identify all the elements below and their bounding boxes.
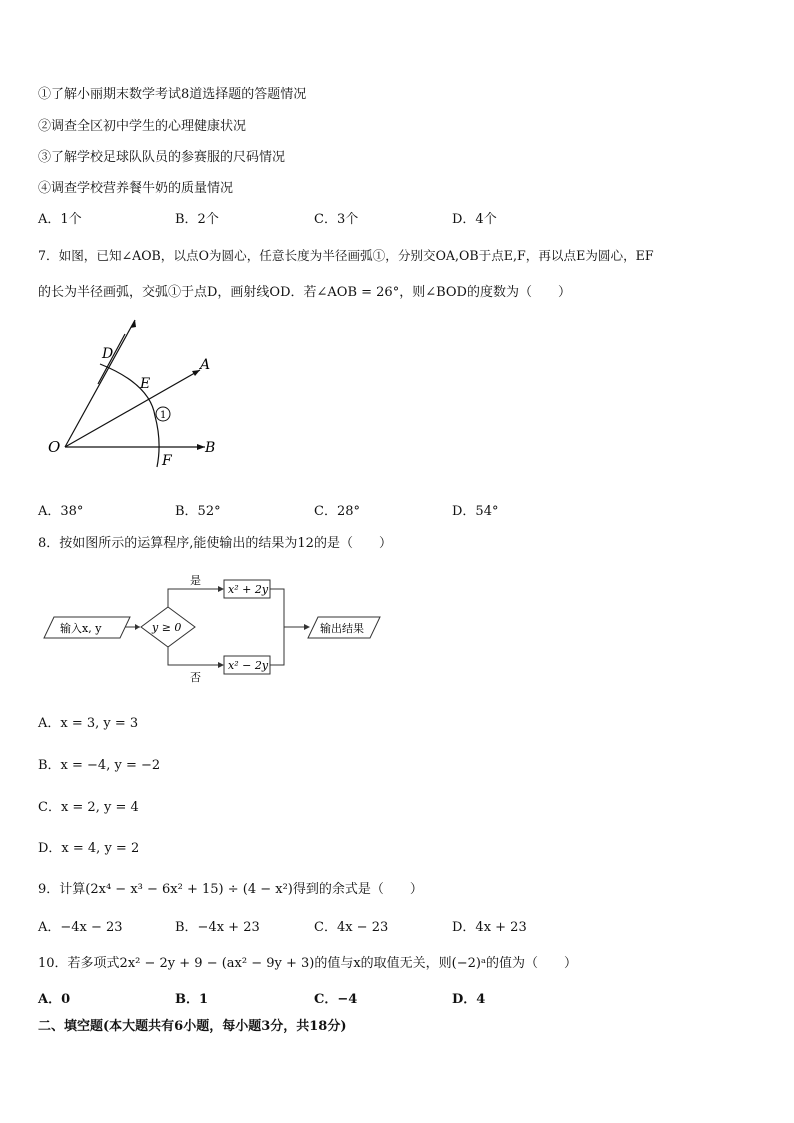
label-o: O: [48, 438, 61, 456]
q7-text-line1: 7．如图，已知∠AOB，以点O为圆心，任意长度为半径画弧①，分别交OA,OB于点E,F，再以点E为圆心，EF: [38, 248, 654, 263]
flow-no-line: [168, 647, 222, 665]
q10-option-a: A．0: [38, 992, 71, 1007]
flow-bottom-expr: x² − 2y: [228, 659, 269, 672]
q9-text: 9．计算(2x⁴ − x³ − 6x² + 15) ÷ (4 − x²)得到的余式是（ ）: [38, 882, 423, 897]
q6-item-4: ④调查学校营养餐牛奶的质量情况: [38, 181, 234, 196]
flow-decision-text: y ≥ 0: [152, 621, 182, 634]
flow-yes-label: 是: [190, 574, 201, 587]
q6-item-3: ③了解学校足球队队员的参赛服的尺码情况: [38, 150, 286, 165]
ray-oa-arrow: [192, 370, 200, 376]
q7-option-c: C．28°: [314, 504, 360, 519]
label-d: D: [102, 346, 114, 362]
q10-text: 10．若多项式2x² − 2y + 9 − (ax² − 9y + 3)的值与x的取值无关，则(−2)ᵃ的值为（ ）: [38, 956, 578, 971]
q6-item-2: ②调查全区初中学生的心理健康状况: [38, 119, 247, 134]
flow-no-label: 否: [190, 671, 201, 684]
flow-arrow-1-head: [135, 624, 140, 630]
q7-option-b: B．52°: [175, 504, 221, 519]
q8-option-d: D．x = 4, y = 2: [38, 841, 140, 856]
label-b: B: [205, 440, 216, 456]
q6-option-d: D．4个: [452, 212, 497, 227]
flow-out-arrow: [304, 624, 310, 630]
q8-option-c: C．x = 2, y = 4: [38, 800, 139, 815]
q6-option-c: C．3个: [314, 212, 359, 227]
ray-od: [65, 320, 135, 447]
label-e: E: [140, 376, 151, 392]
flow-yes-line: [168, 589, 222, 607]
label-a: A: [200, 357, 211, 373]
q6-option-b: B．2个: [175, 212, 219, 227]
q8-text: 8．按如图所示的运算程序,能使输出的结果为12的是（ ）: [38, 536, 392, 551]
q9-option-d: D．4x + 23: [452, 920, 527, 935]
section-2-title: 二、填空题(本大题共有6小题，每小题3分，共18分): [38, 1019, 347, 1034]
q7-option-d: D．54°: [452, 504, 499, 519]
ray-ob-arrow: [197, 444, 205, 450]
q9-option-c: C．4x − 23: [314, 920, 389, 935]
q9-option-a: A．−4x − 23: [38, 920, 123, 935]
flow-input-text: 输入x, y: [60, 622, 102, 635]
flow-no-arrow: [218, 662, 224, 668]
q8-option-a: A．x = 3, y = 3: [38, 716, 139, 731]
q7-text-line2: 的长为半径画弧，交弧①于点D，画射线OD．若∠AOB = 26°，则∠BOD的度数为（ ）: [38, 285, 571, 300]
q10-option-d: D．4: [452, 992, 486, 1007]
flow-merge-line: [270, 589, 284, 665]
ray-od-arrow: [130, 320, 136, 328]
label-circle-1-digit: 1: [160, 410, 167, 421]
q9-option-b: B．−4x + 23: [175, 920, 260, 935]
q7-angle-figure: [40, 312, 230, 482]
q8-flowchart: [40, 565, 390, 690]
label-f: F: [162, 453, 172, 469]
q10-option-b: B．1: [175, 992, 209, 1007]
flow-top-expr: x² + 2y: [228, 583, 269, 596]
flow-output-text: 输出结果: [320, 622, 364, 635]
flow-yes-arrow: [218, 586, 224, 592]
q7-option-a: A．38°: [38, 504, 84, 519]
q6-option-a: A．1个: [38, 212, 82, 227]
q6-item-1: ①了解小丽期末数学考试8道选择题的答题情况: [38, 87, 307, 102]
q10-option-c: C．−4: [314, 992, 358, 1007]
q8-option-b: B．x = −4, y = −2: [38, 758, 161, 773]
